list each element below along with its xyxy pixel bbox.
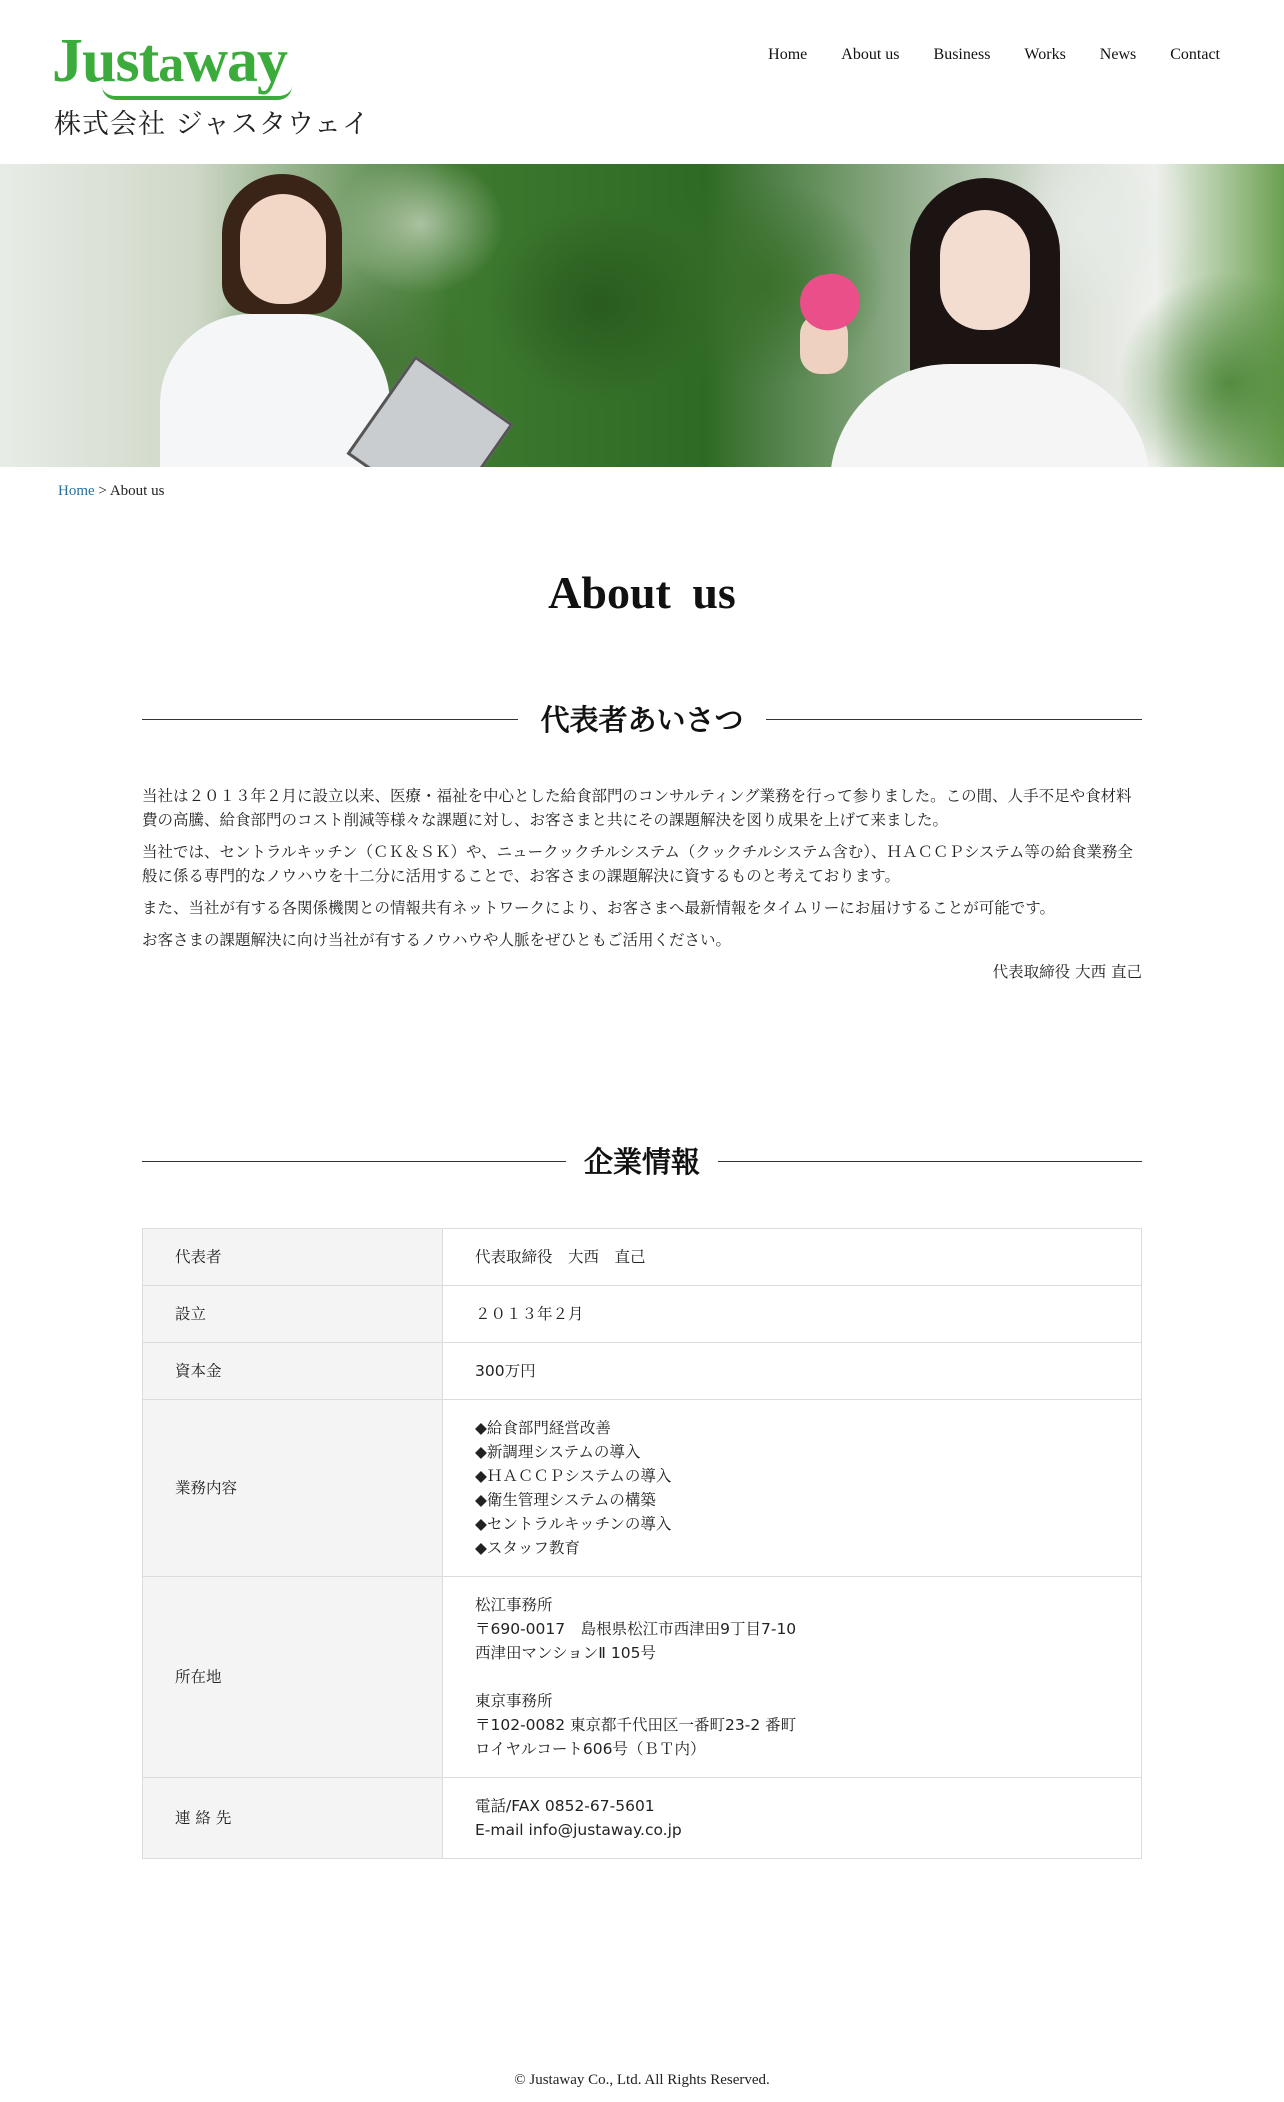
breadcrumb [58,483,164,500]
greeting-paragraph: また、当社が有する各関係機関との情報共有ネットワークにより、お客さまへ最新情報をタイムリーにお届けすることが可能です。 [142,899,1055,917]
table-value-line: 〒690-0017 島根県松江市西津田9丁目7-10 [475,1620,797,1638]
greeting-heading-text: 代表者あいさつ [540,703,744,737]
greeting-paragraph: 当社は２０１３年２月に設立以来、医療・福祉を中心とした給食部門のコンサルティング業務を行って参りました。この間、人手不足や食材料費の高騰、給食部門のコスト削減等様々な課題に対し、お客さまと共にその課題解決を図り成果を上げて来ました。 [142,787,1132,829]
table-value-line: ２０１３年２月 [475,1305,584,1323]
table-row [143,1577,1142,1778]
page-title: About us [548,567,736,618]
hero-person-doctor-face [240,194,326,304]
table-row-label: 連 絡 先 [143,1778,443,1859]
table-value-line: ◆セントラルキッチンの導入 [475,1515,672,1533]
table-row-label: 設立 [143,1286,443,1343]
nav-business[interactable]: Business [933,46,991,63]
nav-works[interactable]: Works [1024,46,1066,63]
table-row-value [443,1343,1142,1400]
company-section-heading [142,1142,1142,1182]
table-value-line [475,1665,1141,1689]
table-row-value [443,1400,1142,1577]
table-value-line: 西津田マンションⅡ 105号 [475,1644,656,1662]
table-row-label: 所在地 [143,1577,443,1778]
table-value-line: 代表取締役 大西 直己 [475,1248,646,1266]
footer-copyright: © Justaway Co., Ltd. All Rights Reserved. [514,2072,770,2088]
greeting-signature: 代表取締役 大西 直己 [992,963,1142,981]
logo-company-name: 株式会社 ジャスタウェイ [54,109,370,140]
breadcrumb-separator: > [94,483,110,499]
site-header [0,0,1284,164]
company-info-table [142,1228,1142,1859]
greeting-section-heading [142,700,1142,740]
table-value-line: E-mail info@justaway.co.jp [475,1821,682,1839]
table-row [143,1400,1142,1577]
hero-person-nurse-coat [830,364,1150,467]
table-value-line: ◆衛生管理システムの構築 [475,1491,656,1509]
table-value-line: 電話/FAX 0852-67-5601 [475,1797,655,1815]
table-row-value [443,1577,1142,1778]
company-info-body [143,1229,1142,1859]
table-row-label: 代表者 [143,1229,443,1286]
hero-image [0,164,1284,467]
table-row [143,1778,1142,1859]
table-row-label: 業務内容 [143,1400,443,1577]
table-row [143,1229,1142,1286]
table-value-line: 東京事務所 [475,1692,553,1710]
table-value-line: 300万円 [475,1362,536,1380]
table-row-value [443,1286,1142,1343]
greeting-paragraph: 当社では、セントラルキッチン（ＣＫ＆ＳＫ）や、ニュークックチルシステム（クックチルシステム含む）、ＨＡＣＣＰシステム等の給食業務全般に係る専門的なノウハウを十二分に活用することで、お客さまの課題解決に資するものと考えております。 [142,843,1133,885]
nav-news[interactable]: News [1099,46,1137,63]
breadcrumb-current: About us [109,483,165,499]
table-row-label: 資本金 [143,1343,443,1400]
table-value-line: ロイヤルコート606号（ＢＴ内） [475,1740,706,1758]
logo-wordmark: Justaway [52,27,288,95]
table-value-line: 松江事務所 [475,1596,553,1614]
table-value-line: ◆新調理システムの導入 [475,1443,641,1461]
table-row [143,1343,1142,1400]
main-nav [734,46,1220,64]
table-value-line: ◆スタッフ教育 [475,1539,580,1557]
logo-swoosh [102,86,292,100]
company-logo[interactable] [52,27,370,140]
company-heading-text: 企業情報 [583,1145,700,1179]
nav-about-us[interactable]: About us [841,46,900,63]
nav-home[interactable]: Home [768,46,808,63]
table-row-value [443,1229,1142,1286]
table-value-line: ◆ＨＡＣＣＰシステムの導入 [475,1467,672,1485]
table-row-value [443,1778,1142,1859]
breadcrumb-home-link[interactable]: Home [58,483,95,499]
table-row [143,1286,1142,1343]
greeting-message [142,784,1142,992]
table-value-line: 〒102-0082 東京都千代田区一番町23-2 番町 [475,1716,797,1734]
nav-contact[interactable]: Contact [1170,46,1220,63]
table-value-line: ◆給食部門経営改善 [475,1419,611,1437]
greeting-paragraph: お客さまの課題解決に向け当社が有するノウハウや人脈をぜひともご活用ください。 [142,931,732,949]
hero-person-nurse-face [940,210,1030,330]
